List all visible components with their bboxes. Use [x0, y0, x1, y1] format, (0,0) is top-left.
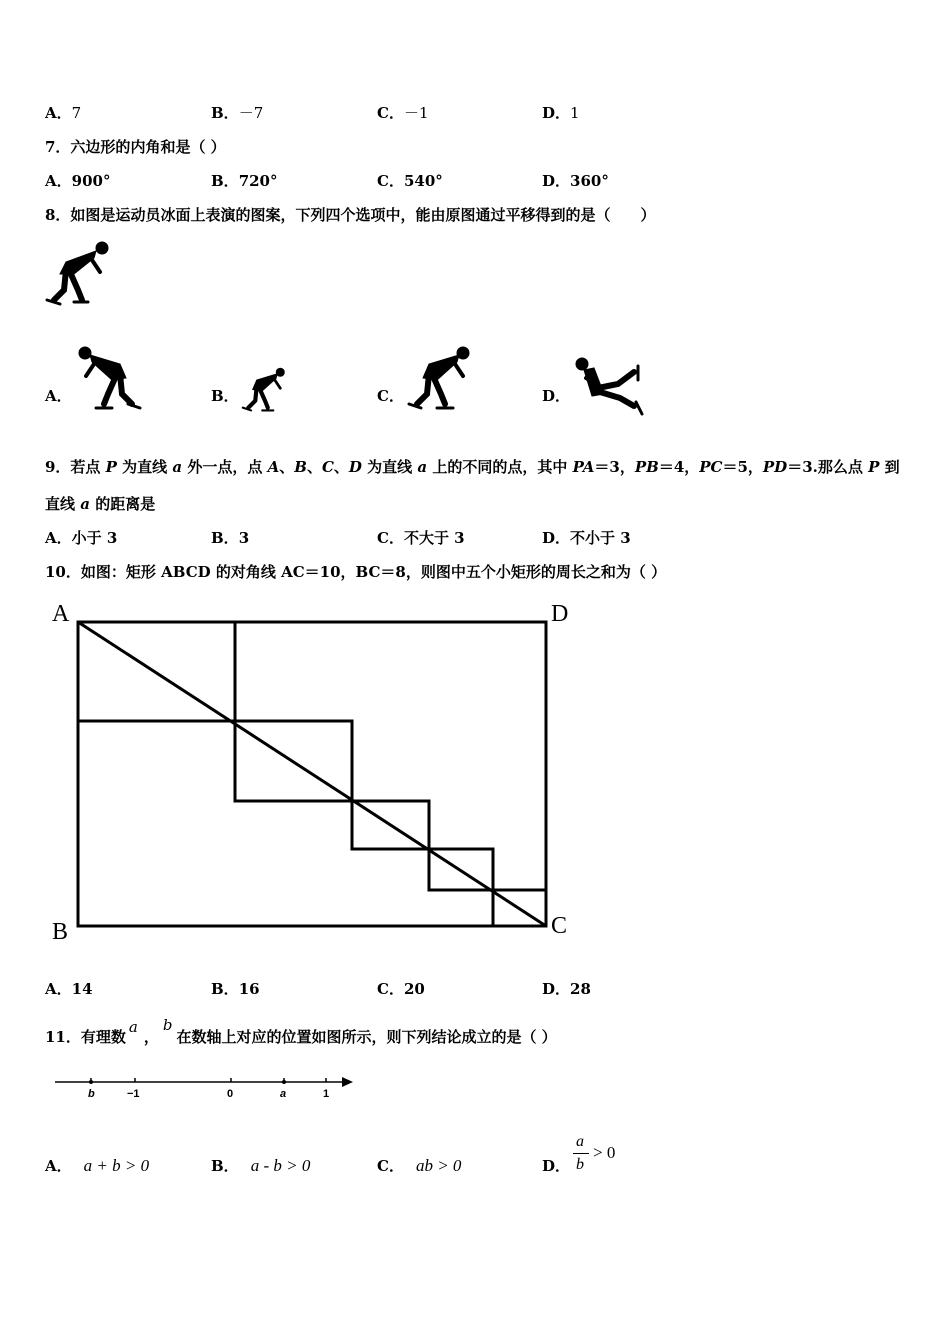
stem-text: ， — [143, 1028, 159, 1046]
option-letter: B． — [211, 980, 239, 998]
number-line-label-b: b — [88, 1088, 95, 1100]
q7-stem: 7．六边形的内角和是（ ） — [45, 138, 226, 156]
fraction-numerator: a — [576, 1133, 584, 1150]
q9-option-b — [211, 527, 249, 548]
q8-option-a — [45, 385, 72, 406]
option-value: 720° — [238, 172, 278, 190]
option-value: 不小于 3 — [570, 529, 631, 547]
stem-text: 为直线 — [361, 458, 418, 476]
skater-option-b-figure — [240, 366, 290, 416]
vertex-label-d: D — [551, 601, 569, 627]
option-value: 14 — [71, 980, 93, 998]
fraction-bar — [573, 1153, 589, 1154]
option-letter: A． — [45, 529, 72, 547]
vertex-label-a: A — [52, 601, 70, 627]
q11-option-d — [542, 1155, 570, 1176]
fraction-tail: > 0 — [593, 1143, 616, 1162]
q11-option-c — [377, 1155, 461, 1176]
stem-text: 到 — [879, 458, 900, 476]
option-letter: C． — [377, 387, 404, 405]
stem-var: a — [128, 1018, 138, 1036]
q8-option-d — [542, 385, 570, 406]
q6-option-c — [377, 102, 429, 123]
option-letter: B． — [211, 172, 239, 190]
q10-option-b — [211, 978, 260, 999]
option-letter: A． — [45, 1157, 72, 1175]
option-value: 3 — [238, 529, 250, 547]
q10-option-c — [377, 978, 425, 999]
option-letter: A． — [45, 980, 72, 998]
q11-stem — [45, 1016, 557, 1047]
stem-text: ＝3.那么点 — [787, 458, 869, 476]
stem-var: P — [105, 458, 117, 476]
q7-option-c — [377, 170, 443, 191]
q8-stem: 8．如图是运动员冰面上表演的图案，下列四个选项中，能由原图通过平移得到的是（ ） — [45, 206, 656, 224]
stem-text: ＝4， — [658, 458, 700, 476]
stem-text: 在数轴上对应的位置如图所示，则下列结论成立的是（ ） — [176, 1028, 557, 1046]
option-letter: B． — [211, 387, 239, 405]
stem-text: 、 — [279, 458, 295, 476]
q6-option-a — [45, 102, 81, 123]
q6-option-d — [542, 102, 580, 123]
q7-option-a — [45, 170, 110, 191]
q8-option-b — [211, 385, 239, 406]
option-letter: D． — [542, 387, 571, 405]
skater-option-d-figure — [572, 354, 644, 418]
stem-var: PD — [762, 458, 788, 476]
option-letter: A． — [45, 387, 72, 405]
q9-option-d — [542, 527, 631, 548]
option-letter: C． — [377, 1157, 404, 1175]
number-line-figure — [55, 1070, 365, 1106]
stem-text: 直线 — [45, 495, 81, 513]
option-letter: D． — [542, 172, 571, 190]
vertex-label-b: B — [52, 919, 69, 945]
q9-stem-line1 — [45, 456, 900, 477]
option-value: 16 — [238, 980, 260, 998]
option-letter: D． — [542, 104, 571, 122]
option-letter: C． — [377, 172, 404, 190]
stem-var: A — [267, 458, 280, 476]
number-line-label-0: 0 — [227, 1088, 234, 1100]
option-letter: A． — [45, 172, 72, 190]
stem-text: 为直线 — [116, 458, 173, 476]
number-line-label-a: a — [280, 1088, 287, 1100]
q7-option-d — [542, 170, 609, 191]
option-value: 540° — [403, 172, 443, 190]
option-value: 不大于 3 — [403, 529, 465, 547]
q6-option-b — [211, 102, 263, 123]
q8-option-c — [377, 385, 404, 406]
q9-option-c — [377, 527, 465, 548]
stem-text: 9．若点 — [45, 458, 106, 476]
q11-option-b — [211, 1155, 310, 1176]
option-letter: A． — [45, 104, 72, 122]
option-letter: B． — [211, 104, 239, 122]
option-formula: a - b > 0 — [250, 1156, 311, 1175]
option-value: 360° — [570, 172, 609, 190]
option-letter: D． — [542, 1157, 571, 1175]
stem-var: a — [80, 495, 90, 513]
stem-var: D — [348, 458, 362, 476]
q9-stem-line2 — [45, 493, 155, 514]
stem-var: C — [321, 458, 334, 476]
stem-text: 外一点，点 — [182, 458, 268, 476]
q10-stem: 10．如图：矩形 ABCD 的对角线 AC＝10，BC＝8，则图中五个小矩形的周长之和为（ ） — [45, 563, 667, 581]
option-value: 900° — [71, 172, 111, 190]
fraction-denominator: b — [576, 1156, 584, 1173]
stem-var: PC — [699, 458, 723, 476]
q11-option-a — [45, 1155, 149, 1176]
option-formula: ab > 0 — [415, 1156, 462, 1175]
option-value: 20 — [403, 980, 425, 998]
stem-var: a — [417, 458, 428, 476]
option-value: －7 — [238, 104, 264, 122]
option-letter: C． — [377, 980, 404, 998]
option-value: 小于 3 — [71, 529, 118, 547]
option-letter: D． — [542, 980, 571, 998]
vertex-label-c: C — [551, 913, 568, 939]
stem-text: 、 — [306, 458, 322, 476]
diagonal-ac — [78, 622, 546, 926]
option-letter: C． — [377, 529, 404, 547]
q9-option-a — [45, 527, 117, 548]
skater-original-figure — [44, 240, 114, 312]
option-value: 28 — [570, 980, 591, 998]
option-formula: a + b > 0 — [83, 1156, 150, 1175]
stem-text: 上的不同的点，其中 — [427, 458, 573, 476]
option-letter: B． — [211, 529, 239, 547]
arrow-icon — [342, 1077, 353, 1087]
skater-option-a-figure — [72, 344, 144, 416]
number-line-label-neg1: −1 — [127, 1088, 140, 1100]
option-value: 7 — [71, 104, 82, 122]
stem-text: ＝5， — [722, 458, 763, 476]
q10-option-a — [45, 978, 93, 999]
q10-option-d — [542, 978, 591, 999]
rectangle-figure — [40, 595, 580, 945]
option-value: －1 — [403, 104, 429, 122]
skater-option-c-figure — [405, 344, 477, 416]
option-value: 1 — [570, 104, 580, 122]
q7-option-b — [211, 170, 278, 191]
stem-var: PA — [572, 458, 595, 476]
number-line-label-1: 1 — [323, 1088, 330, 1100]
stem-text: 的距离是 — [89, 495, 156, 513]
stem-text: ＝3， — [594, 458, 635, 476]
stem-text: 11．有理数 — [45, 1028, 126, 1046]
option-letter: B． — [211, 1157, 239, 1175]
stem-text: 、 — [333, 458, 349, 476]
stem-var: PB — [634, 458, 659, 476]
stem-var: b — [162, 1016, 173, 1034]
stem-var: B — [294, 458, 307, 476]
stem-var: P — [868, 458, 880, 476]
option-letter: D． — [542, 529, 571, 547]
stem-var: a — [172, 458, 183, 476]
option-letter: C． — [377, 104, 404, 122]
